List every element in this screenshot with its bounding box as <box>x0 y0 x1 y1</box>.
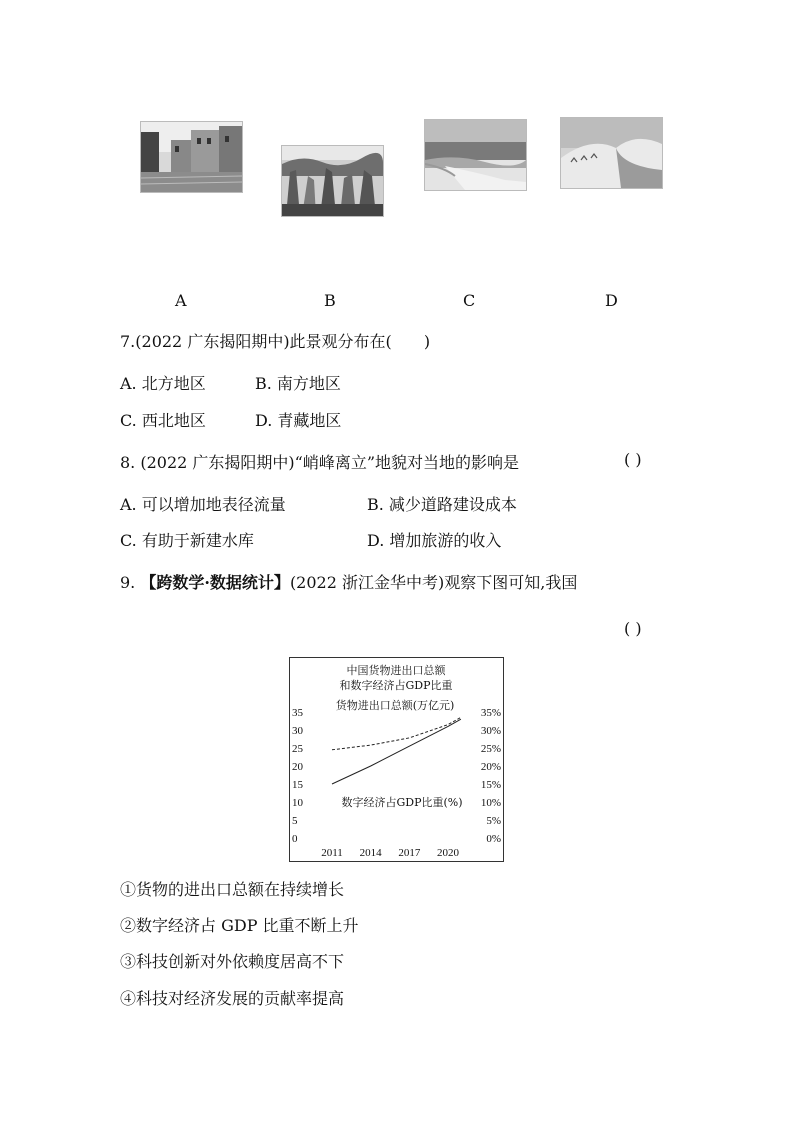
x-tick: 2014 <box>359 847 382 859</box>
y-tick-right: 30% <box>480 725 501 737</box>
q7-option-d[interactable]: D. 青藏地区 <box>255 411 342 430</box>
q8-option-a[interactable]: A. 可以增加地表径流量 <box>120 495 286 514</box>
q7-option-a[interactable]: A. 北方地区 <box>120 374 206 393</box>
q8-option-b[interactable]: B. 减少道路建设成本 <box>367 495 517 514</box>
statement-3[interactable]: ③科技创新对外依赖度居高不下 <box>120 952 345 971</box>
question-9 <box>120 570 577 593</box>
question-9-answer-paren: ( ) <box>624 619 642 638</box>
chart-title: 中国货物进出口总额 <box>346 664 446 677</box>
statement-1[interactable]: ①货物的进出口总额在持续增长 <box>120 880 345 899</box>
y-tick-left: 15 <box>292 779 303 791</box>
x-tick: 2020 <box>437 847 459 859</box>
y-tick-left: 30 <box>292 725 303 737</box>
chart-svg <box>290 658 503 861</box>
y-tick-right: 5% <box>486 815 501 827</box>
series-label-digital-share: 数字经济占GDP比重(%) <box>341 796 463 809</box>
x-tick: 2017 <box>398 847 421 859</box>
image-label-b: B <box>324 291 336 310</box>
image-label-a: A <box>175 291 187 310</box>
y-tick-right: 25% <box>480 743 501 755</box>
desert-dunes-photo <box>560 117 663 189</box>
y-tick-right: 0% <box>486 833 501 845</box>
trade-digital-economy-chart <box>289 657 504 862</box>
image-label-d: D <box>605 291 618 310</box>
y-tick-right: 15% <box>480 779 501 791</box>
question-8-answer-paren: ( ) <box>624 450 642 469</box>
q8-option-c[interactable]: C. 有助于新建水库 <box>120 531 254 550</box>
y-tick-left: 10 <box>292 797 303 809</box>
stone-forest-photo <box>281 145 384 217</box>
snowy-coast-photo <box>424 119 527 191</box>
q7-option-c[interactable]: C. 西北地区 <box>120 411 206 430</box>
y-tick-left: 20 <box>292 761 303 773</box>
x-tick: 2011 <box>321 847 343 859</box>
chart-subtitle: 和数字经济占GDP比重 <box>339 679 453 692</box>
q7-option-b[interactable]: B. 南方地区 <box>255 374 341 393</box>
water-town-photo <box>140 121 243 193</box>
series-label-trade-total: 货物进出口总额(万亿元) <box>335 699 455 712</box>
statement-4[interactable]: ④科技对经济发展的贡献率提高 <box>120 989 345 1008</box>
series-line-digital-share <box>332 719 461 784</box>
question-7-stem: 7.(2022 广东揭阳期中)此景观分布在( <box>120 332 392 351</box>
y-tick-left: 25 <box>292 743 303 755</box>
y-tick-left: 35 <box>292 707 303 719</box>
question-9-number: 9. <box>120 573 136 592</box>
q8-option-d[interactable]: D. 增加旅游的收入 <box>367 531 502 550</box>
statement-2[interactable]: ②数字经济占 GDP 比重不断上升 <box>120 916 359 935</box>
question-9-stem: (2022 浙江金华中考)观察下图可知,我国 <box>289 573 578 592</box>
question-8-stem: 8. (2022 广东揭阳期中)“峭峰离立”地貌对当地的影响是 <box>120 453 520 472</box>
y-tick-left: 0 <box>292 833 298 845</box>
y-tick-right: 20% <box>480 761 501 773</box>
y-tick-right: 10% <box>480 797 501 809</box>
question-7 <box>120 329 430 352</box>
question-7-close: ) <box>423 332 431 351</box>
y-tick-left: 5 <box>292 815 298 827</box>
question-9-tag: 【跨数学·数据统计】 <box>140 573 290 592</box>
y-tick-right: 35% <box>480 707 501 719</box>
image-label-c: C <box>463 291 476 310</box>
series-line-trade-total <box>332 717 461 749</box>
